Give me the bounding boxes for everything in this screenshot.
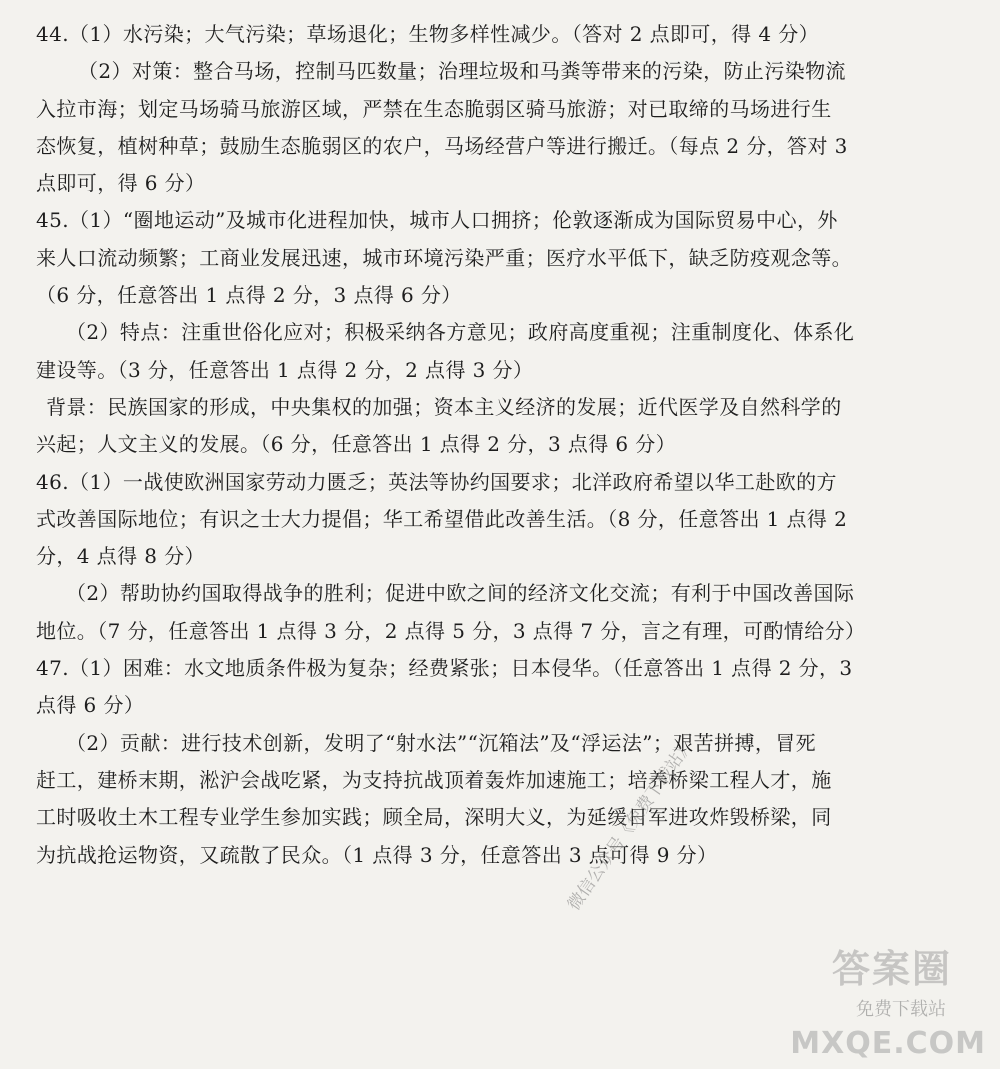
answer-line-46-2a: （2）帮助协约国取得战争的胜利；促进中欧之间的经济文化交流；有利于中国改善国际 <box>66 581 855 606</box>
logo-subtitle: 免费下载站 <box>856 999 946 1020</box>
answer-line-47-1b: 点得 6 分） <box>36 693 145 718</box>
answer-line-45-1c: （6 分，任意答出 1 点得 2 分，3 点得 6 分） <box>36 283 462 308</box>
answer-line-47-2a: （2）贡献：进行技术创新，发明了“射水法”“沉箱法”及“浮运法”；艰苦拼搏，冒死 <box>66 730 817 755</box>
answer-line-44-2c: 态恢复，植树种草；鼓励生态脆弱区的农户，马场经营户等进行搬迁。（每点 2 分，答对 3 <box>36 133 848 158</box>
answer-line-46-1c: 分，4 点得 8 分） <box>36 544 205 569</box>
answer-line-45-2a: （2）特点：注重世俗化应对；积极采纳各方意见；政府高度重视；注重制度化、体系化 <box>66 320 855 345</box>
answer-line-45-bg-a: 背景：民族国家的形成，中央集权的加强；资本主义经济的发展；近代医学及自然科学的 <box>46 394 842 419</box>
answer-line-45-1a: 45.（1）“圈地运动”及城市化进程加快，城市人口拥挤；伦敦逐渐成为国际贸易中心，外 <box>36 208 838 233</box>
answer-line-46-2b: 地位。（7 分，任意答出 1 点得 3 分，2 点得 5 分，3 点得 7 分，言之有理，可酌情给分） <box>36 618 866 643</box>
watermark-logo <box>782 943 992 1063</box>
answer-line-47-2b: 赶工，建桥末期，淞沪会战吃紧，为支持抗战顶着轰炸加速施工；培养桥梁工程人才，施 <box>36 767 832 792</box>
answer-line-45-1b: 来人口流动频繁；工商业发展迅速，城市环境污染严重；医疗水平低下，缺乏防疫观念等。 <box>36 245 852 270</box>
answer-line-44-1: 44.（1）水污染；大气污染；草场退化；生物多样性减少。（答对 2 点即可，得 4 分） <box>36 22 820 46</box>
answer-line-46-1a: 46.（1）一战使欧洲国家劳动力匮乏；英法等协约国要求；北洋政府希望以华工赴欧的方 <box>36 469 837 494</box>
answer-line-44-2b: 入拉市海；划定马场骑马旅游区域，严禁在生态脆弱区骑马旅游；对已取缔的马场进行生 <box>36 96 832 121</box>
logo-url: MXQE.COM <box>790 1026 986 1061</box>
answer-line-47-1a: 47.（1）困难：水文地质条件极为复杂；经费紧张；日本侵华。（任意答出 1 点得 2 分，3 <box>36 656 853 681</box>
answer-line-44-2a: （2）对策：整合马场，控制马匹数量；治理垃圾和马粪等带来的污染，防止污染物流 <box>78 59 846 84</box>
answer-line-46-1b: 式改善国际地位；有识之士大力提倡；华工希望借此改善生活。（8 分，任意答出 1 点得 2 <box>36 506 848 531</box>
answer-line-45-2b: 建设等。（3 分，任意答出 1 点得 2 分，2 点得 3 分） <box>36 357 534 382</box>
logo-title: 答案圈 <box>831 947 952 991</box>
answer-line-45-bg-b: 兴起；人文主义的发展。（6 分，任意答出 1 点得 2 分，3 点得 6 分） <box>36 432 677 457</box>
answer-line-47-2d: 为抗战抢运物资，又疏散了民众。（1 点得 3 分，任意答出 3 点可得 9 分） <box>36 842 718 867</box>
watermark-text: 微信公众号《免费下载站》 <box>564 735 698 915</box>
answer-line-47-2c: 工时吸收土木工程专业学生参加实践；顾全局，深明大义，为延缓日军进攻炸毁桥梁，同 <box>36 805 832 830</box>
answer-line-44-2d: 点即可，得 6 分） <box>36 171 206 196</box>
